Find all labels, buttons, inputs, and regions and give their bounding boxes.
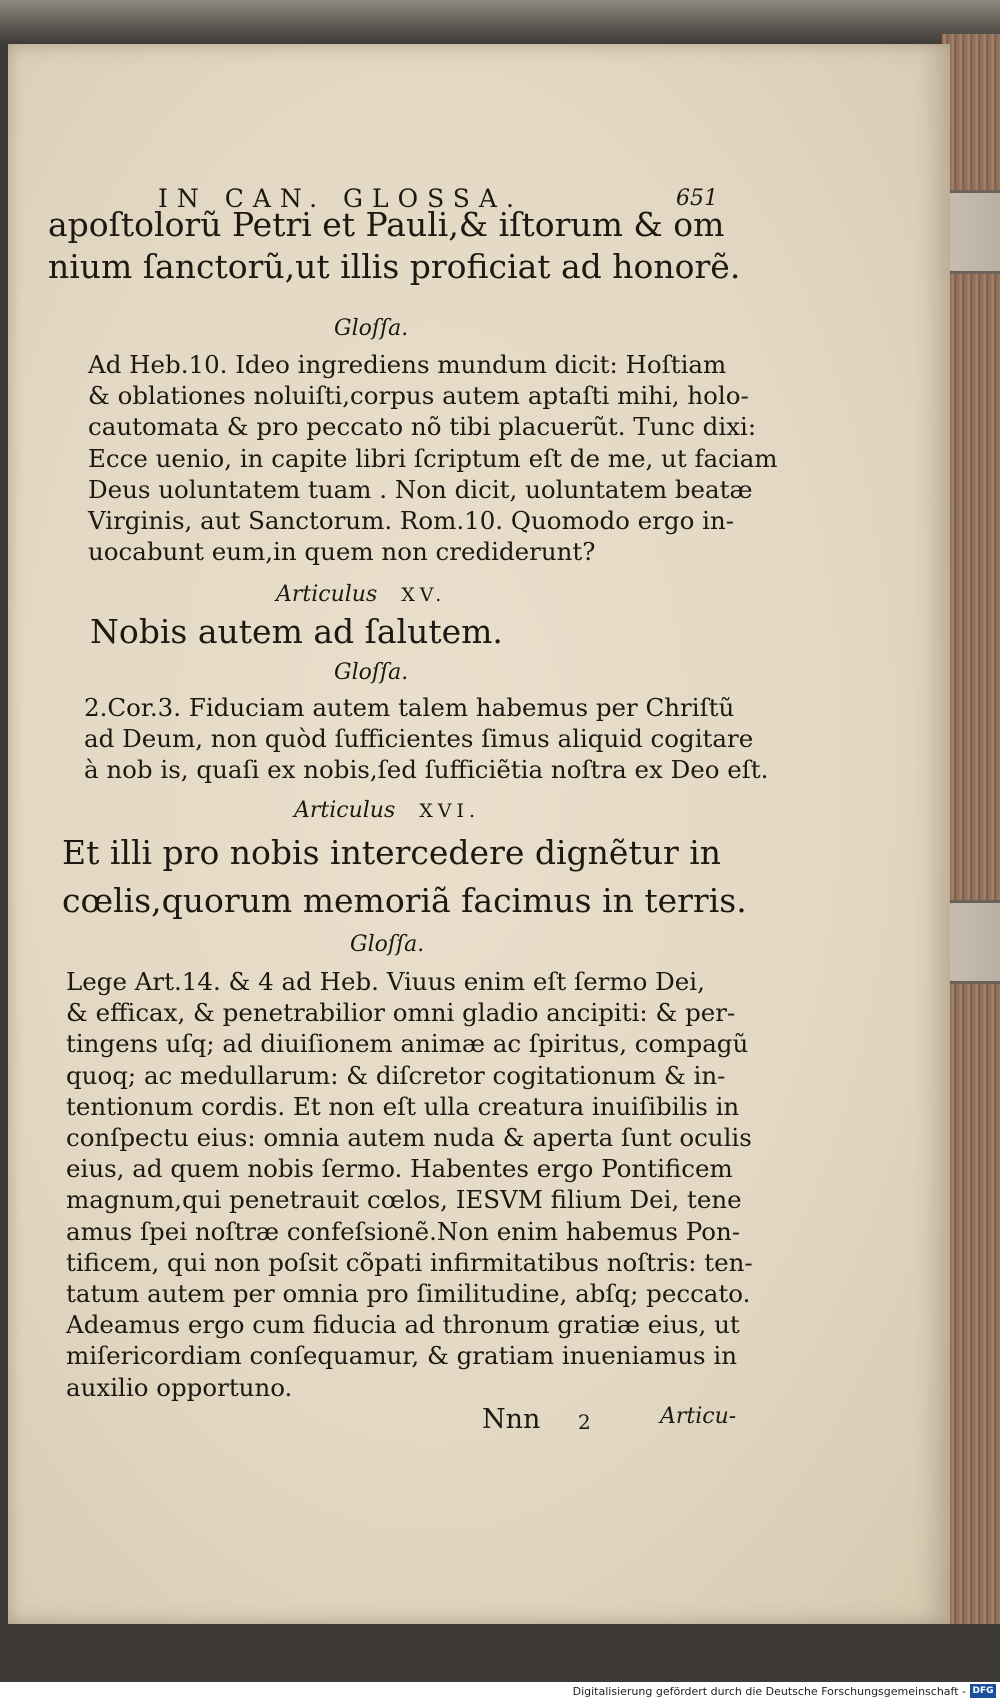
lemma-line: Et illi pro nobis intercedere dignẽtur in bbox=[62, 833, 722, 872]
glossa-line: Lege Art.14. & 4 ad Heb. Viuus enim eſt ſermo Dei, bbox=[66, 967, 705, 996]
glossa-line: Ad Heb.10. Ideo ingrediens mundum dicit: Hoſtiam bbox=[88, 350, 727, 379]
glossa-line: amus ſpei noſtræ confeſsionẽ.Non enim habemus Pon- bbox=[66, 1216, 741, 1246]
lemma-line: Nobis autem ad ſalutem. bbox=[90, 612, 503, 651]
glossa-text bbox=[84, 692, 768, 786]
lemma-line: apoſtolorũ Petri et Pauli,& iſtorum & om bbox=[48, 205, 725, 244]
catchword: Articu- bbox=[660, 1404, 737, 1429]
glossa-line: & efficax, & penetrabilior omni gladio ancipiti: & per- bbox=[66, 998, 736, 1028]
article-label: Articulus bbox=[294, 798, 396, 823]
glossa-line: Adeamus ergo cum fiducia ad thronum gratiæ eius, ut bbox=[66, 1310, 740, 1340]
glossa-line: Virginis, aut Sanctorum. Rom.10. Quomodo ergo in- bbox=[88, 506, 735, 536]
glossa-line: cautomata & pro peccato nõ tibi placuerũt. Tunc dixi: bbox=[88, 412, 757, 442]
glossa-line: ad Deum, non quòd ſufficientes ſimus aliquid cogitare bbox=[84, 724, 754, 754]
glossa-text bbox=[88, 349, 778, 567]
running-head: IN CAN. GLOSSA. bbox=[158, 184, 523, 213]
article-heading-15 bbox=[276, 582, 446, 607]
page-number: 651 bbox=[676, 186, 718, 211]
signature-number: 2 bbox=[578, 1410, 591, 1434]
signature-mark: Nnn bbox=[482, 1404, 541, 1435]
glossa-line: auxilio opportuno. bbox=[66, 1372, 293, 1402]
glossa-line: tificem, qui non poſsit cõpati infirmitatibus noſtris: ten- bbox=[66, 1247, 753, 1277]
glossa-heading: Gloſſa. bbox=[334, 660, 409, 685]
glossa-line: & oblationes noluiſti,corpus autem aptaſti mihi, holo- bbox=[88, 381, 749, 411]
scan-top-shadow bbox=[0, 0, 1000, 46]
glossa-line: Deus uoluntatem tuam . Non dicit, uoluntatem beatæ bbox=[88, 474, 753, 504]
glossa-line: tingens uſq; ad diuiſionem animæ ac ſpiritus, compagũ bbox=[66, 1029, 749, 1059]
glossa-line: conſpectu eius: omnia autem nuda & aperta ſunt oculis bbox=[66, 1123, 752, 1153]
glossa-heading: Gloſſa. bbox=[334, 316, 409, 341]
article-number: XV. bbox=[401, 584, 447, 606]
glossa-line: 2.Cor.3. Fiduciam autem talem habemus per Chriſtũ bbox=[84, 693, 735, 722]
glossa-text bbox=[66, 966, 753, 1403]
glossa-line: Ecce uenio, in capite libri ſcriptum eſt de me, ut faciam bbox=[88, 443, 778, 473]
book-page bbox=[8, 44, 950, 1624]
glossa-line: quoq; ac medullarum: & diſcretor cogitationum & in- bbox=[66, 1060, 726, 1090]
article-heading-16 bbox=[294, 798, 480, 823]
article-label: Articulus bbox=[276, 582, 378, 607]
article-number: XVI. bbox=[419, 800, 481, 822]
glossa-line: miſericordiam conſequamur, & gratiam inueniamus in bbox=[66, 1341, 738, 1371]
glossa-line: uocabunt eum,in quem non crediderunt? bbox=[88, 537, 596, 567]
glossa-line: tatum autem per omnia pro ſimilitudine, abſq; peccato. bbox=[66, 1279, 751, 1309]
lemma-line: cœlis,quorum memoriã facimus in terris. bbox=[62, 881, 747, 920]
glossa-heading: Gloſſa. bbox=[350, 932, 425, 957]
glossa-line: à nob is, quaſi ex nobis,ſed ſufficiẽtia noſtra ex Deo eſt. bbox=[84, 755, 769, 785]
glossa-line: magnum,qui penetrauit cœlos, IESVM filium Dei, tene bbox=[66, 1185, 742, 1215]
lemma-line: nium ſanctorũ,ut illis proficiat ad honorẽ. bbox=[48, 247, 741, 286]
credit-text: Digitalisierung gefördert durch die Deutsche Forschungsgemeinschaft - bbox=[572, 1685, 966, 1698]
dfg-logo: DFG bbox=[970, 1684, 996, 1698]
glossa-line: tentionum cordis. Et non eſt ulla creatura inuiſibilis in bbox=[66, 1091, 740, 1121]
glossa-line: eius, ad quem nobis ſermo. Habentes ergo Pontificem bbox=[66, 1154, 733, 1184]
